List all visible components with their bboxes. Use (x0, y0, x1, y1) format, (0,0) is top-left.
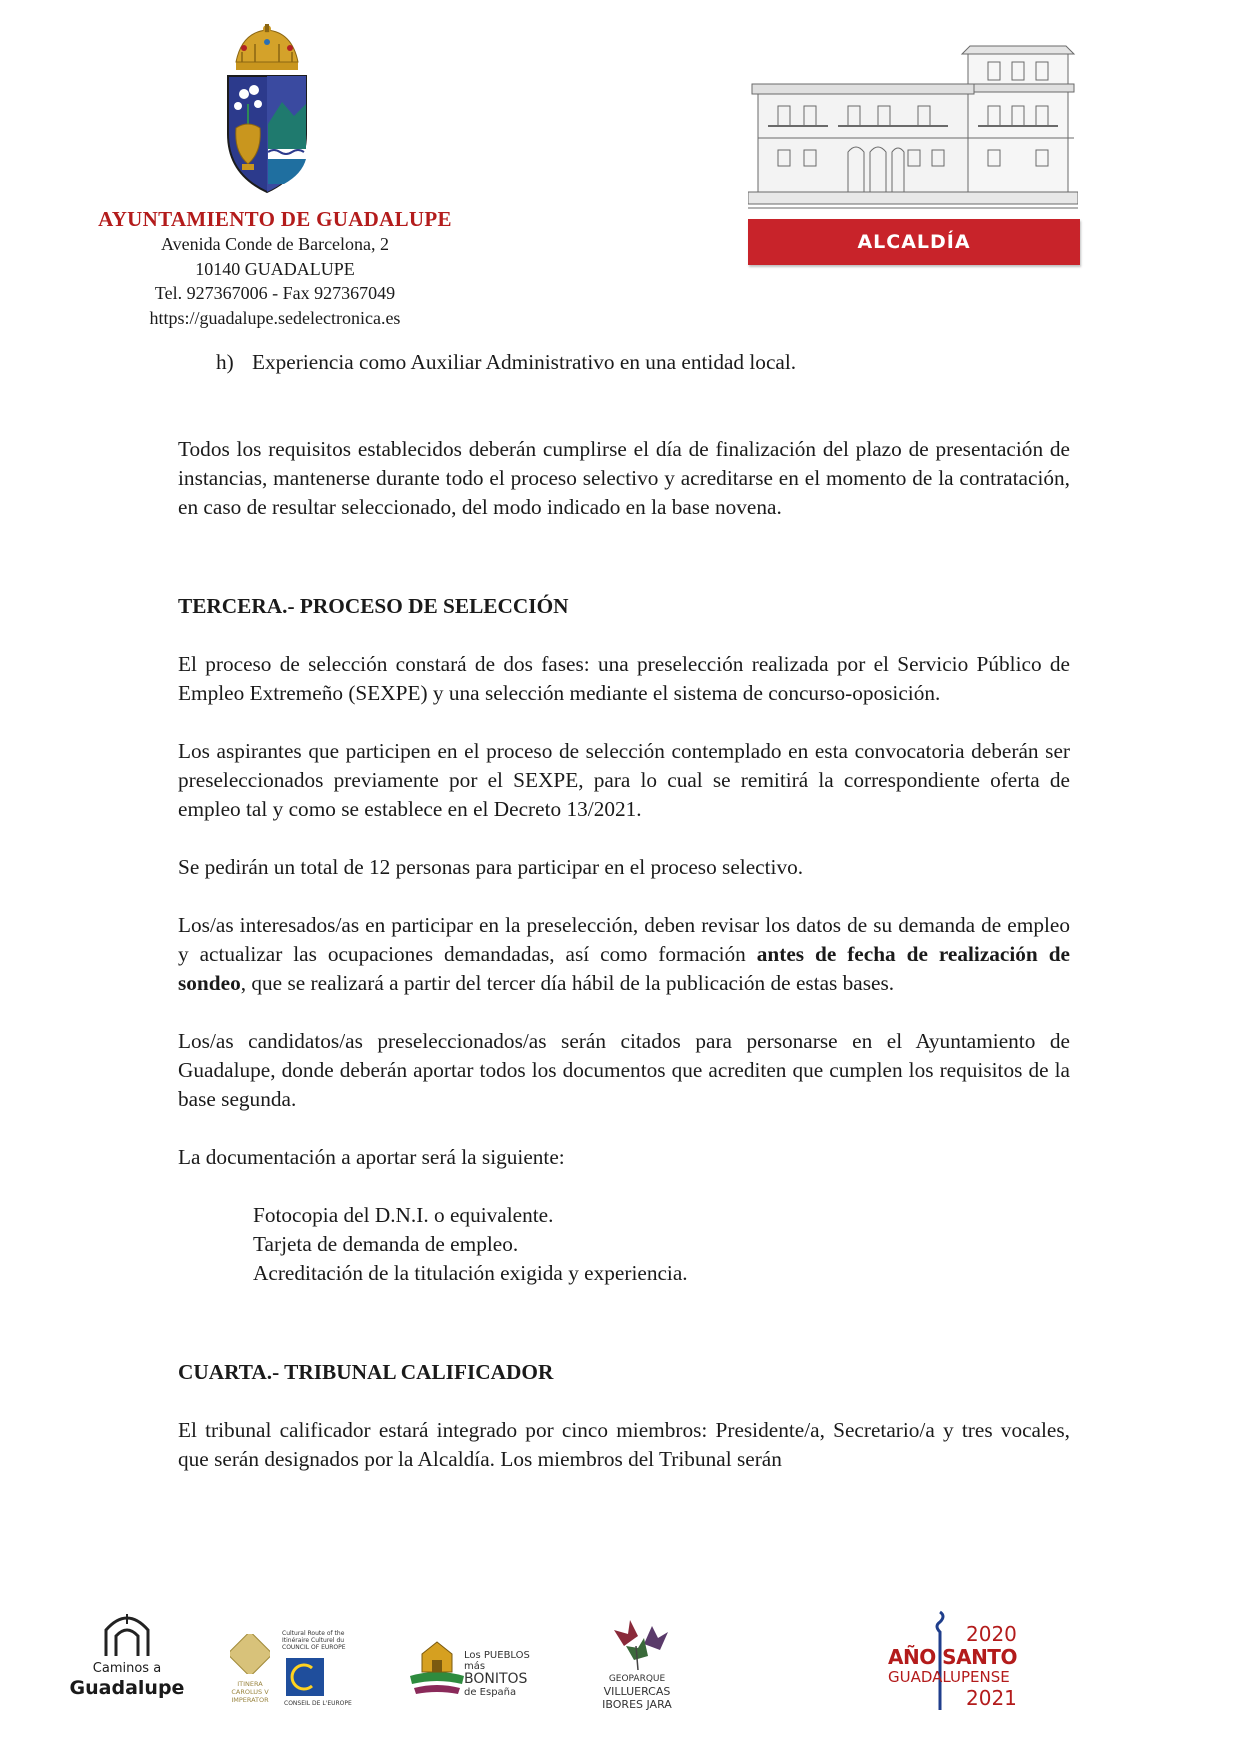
leaves-icon (604, 1616, 670, 1670)
department-banner: ALCALDÍA (748, 219, 1080, 265)
paragraph-candidates: Los/as candidatos/as preseleccionados/as serán citados para personarse en el Ayuntamiento de Guadalupe, donde deberán aportar todos los documentos que acrediten que cumplen los requisitos de la base segunda. (178, 1029, 1070, 1111)
pueblos-mas-bonitos-logo (402, 1628, 552, 1708)
document-body (178, 348, 1070, 1474)
carolus-name-2: CAROLUS V (231, 1688, 269, 1696)
carolus-name-1: ITINERA (237, 1680, 263, 1688)
caminos-a-guadalupe-logo (62, 1612, 192, 1702)
coat-of-arms-logo (222, 24, 312, 204)
paragraph-phases: El proceso de selección constará de dos fases: una preselección realizada por el Servicio Público de Empleo Extremeño (SEXPE) y una selección mediante el sistema de concurso-oposición. (178, 652, 1070, 705)
geoparque-line-1: GEOPARQUE (608, 1674, 666, 1684)
paragraph-interested (178, 911, 1070, 998)
geoparque-line-2: VILLUERCAS (603, 1685, 671, 1698)
organization-name: AYUNTAMIENTO DE GUADALUPE (98, 207, 452, 231)
requirement-item-h (216, 348, 1070, 377)
geoparque-logo (582, 1616, 692, 1716)
arch-icon (102, 1612, 152, 1656)
village-icon (402, 1632, 472, 1698)
address-line-2: 10140 GUADALUPE (195, 258, 355, 279)
carolus-small-3: COUNCIL OF EUROPE (282, 1644, 346, 1651)
caminos-line-2: Guadalupe (69, 1677, 185, 1699)
ano-line-1: AÑO SANTO (888, 1645, 1017, 1669)
carolus-name-3: IMPERATOR (231, 1696, 269, 1704)
organization-block (60, 206, 490, 330)
item-marker: h) (216, 350, 234, 374)
ano-year-1: 2020 (966, 1622, 1017, 1646)
paragraph-documentation: La documentación a aportar será la siguiente: (178, 1145, 565, 1169)
paragraph-interested-start: Los/as interesados/as en participar en la preselección, deben revisar los datos de su demanda de empleo y actualizar las ocupaciones demandadas, así como formación (178, 913, 1070, 966)
address-line-1: Avenida Conde de Barcelona, 2 (160, 234, 390, 254)
phone-fax-line: Tel. 927367006 - Fax 927367049 (154, 283, 396, 303)
caminos-line-1: Caminos a (92, 1661, 162, 1676)
carolus-small-1: Cultural Route of the (282, 1630, 345, 1637)
item-text: Experiencia como Auxiliar Administrativo en una entidad local. (252, 350, 797, 374)
list-item: Acreditación de la titulación exigida y experiencia. (253, 1261, 688, 1285)
list-item: Fotocopia del D.N.I. o equivalente. (253, 1203, 554, 1227)
ano-santo-guadalupense-logo (880, 1606, 1030, 1716)
pueblos-line-1: Los PUEBLOS más (464, 1650, 530, 1672)
carolus-seal-icon (230, 1634, 270, 1674)
paragraph-interested-end: , que se realizará a partir del tercer día hábil de la publicación de estas bases. (240, 971, 895, 995)
paragraph-applicants: Los aspirantes que participen en el proceso de selección contemplado en esta convocatoria deberán ser preseleccionados previamente por el SEXPE, para lo cual se remitirá la correspondiente oferta de empleo tal y como se establece en el Decreto 13/2021. (178, 739, 1070, 821)
carolus-small-2: Itinéraire Culturel du (282, 1637, 345, 1644)
town-hall-building-illustration (748, 42, 1078, 212)
pueblos-line-3: de España (464, 1687, 517, 1698)
section-heading-cuarta: CUARTA.- TRIBUNAL CALIFICADOR (178, 1360, 554, 1384)
website-url: https://guadalupe.sedelectronica.es (149, 307, 401, 328)
section-heading-tercera: TERCERA.- PROCESO DE SELECCIÓN (178, 594, 569, 618)
pueblos-line-2: BONITOS (464, 1671, 528, 1687)
carolus-small-4: CONSEIL DE L'EUROPE (284, 1700, 352, 1707)
geoparque-line-3: IBORES JARA (602, 1698, 672, 1711)
ano-line-2: GUADALUPENSE (888, 1668, 1010, 1686)
carolus-v-council-of-europe-logo (222, 1630, 352, 1712)
paragraph-tribunal: El tribunal calificador estará integrado por cinco miembros: Presidente/a, Secretario/a y tres vocales, que serán designados por la Alcaldía. Los miembros del Tribunal serán (178, 1418, 1070, 1471)
list-item: Tarjeta de demanda de empleo. (253, 1232, 519, 1256)
ano-year-2: 2021 (966, 1686, 1017, 1710)
paragraph-requirements: Todos los requisitos establecidos deberán cumplirse el día de finalización del plazo de presentación de instancias, mantenerse durante todo el proceso selectivo y acreditarse en el momento de la contratación, en caso de resultar seleccionado, del modo indicado en la base novena. (178, 437, 1070, 519)
paragraph-interested-bold: antes de fecha de realización de sondeo (178, 942, 1070, 995)
council-of-europe-icon (286, 1658, 324, 1696)
paragraph-total-persons: Se pedirán un total de 12 personas para participar en el proceso selectivo. (178, 855, 804, 879)
documentation-list (253, 1201, 1070, 1288)
